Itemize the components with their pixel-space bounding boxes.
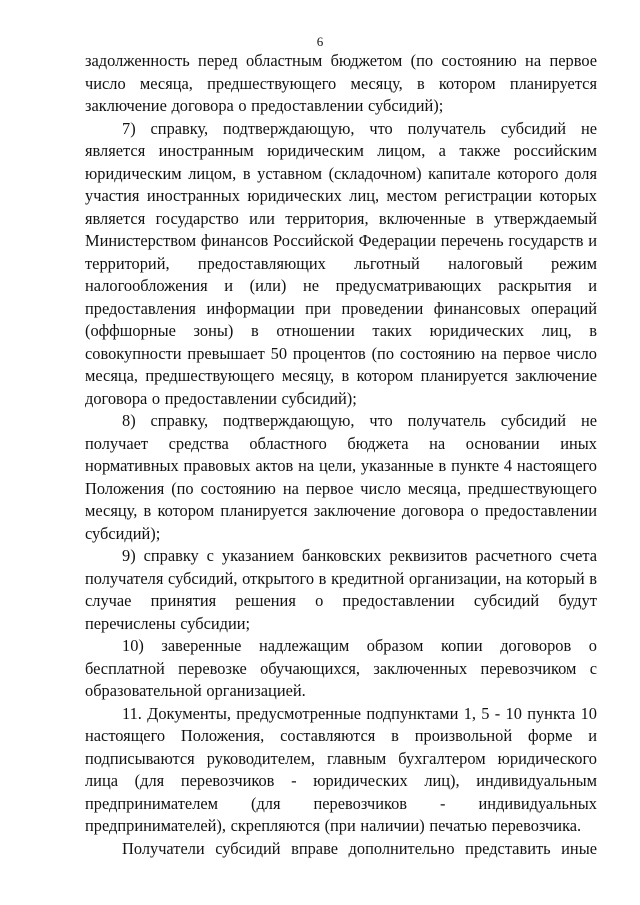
paragraph-item-9: 9) справку с указанием банковских реквизитов расчетного счета получателя субсидий, открытого в кредитной организации, на который в случае принятия решения о предоставлении субсидий будут перечислены субсидии;	[85, 546, 597, 633]
paragraph-item-8: 8) справку, подтверждающую, что получатель субсидий не получает средства областного бюджета на основании иных нормативных правовых актов на цели, указанные в пункте 4 настоящего Положения (по состоянию на первое число месяца, предшествующего месяцу, в котором планируется заключение договора о предоставлении субсидий);	[85, 411, 597, 543]
page-number: 6	[316, 34, 324, 49]
paragraph-item-10: 10) заверенные надлежащим образом копии договоров о бесплатной перевозке обучающихся, заключенных перевозчиком с образовательной организацией.	[85, 636, 597, 700]
paragraph-debt-continuation: задолженность перед областным бюджетом (по состоянию на первое число месяца, предшествующего месяцу, в котором планируется заключение договора о предоставлении субсидий);	[85, 51, 597, 115]
paragraph-item-7: 7) справку, подтверждающую, что получатель субсидий не является иностранным юридическим лицом, а также российским юридическим лицом, в уставном (складочном) капитале которого доля участия иностранных юридических лиц, местом регистрации которых является государство или территория, включенные в утверждаемый Министерством финансов Российской Федерации перечень государств и территорий, предоставляющих льготный налоговый режим налогообложения и (или) не предусматривающих раскрытия и предоставления информации при проведении финансовых операций (оффшорные зоны) в отношении таких юридических лиц, в совокупности превышает 50 процентов (по состоянию на первое число месяца, предшествующего месяцу, в котором планируется заключение договора о предоставлении субсидий);	[85, 118, 597, 408]
document-body	[85, 50, 597, 860]
paragraph-clause-11: 11. Документы, предусмотренные подпунктами 1, 5 - 10 пункта 10 настоящего Положения, составляются в произвольной форме и подписываются руководителем, главным бухгалтером юридического лица (для перевозчиков - юридических лиц), индивидуальным предпринимателем (для перевозчиков - индивидуальных предпринимателей), скрепляются (при наличии) печатью перевозчика.	[85, 703, 597, 835]
paragraph-recipients: Получатели субсидий вправе дополнительно представить иные	[122, 838, 597, 858]
